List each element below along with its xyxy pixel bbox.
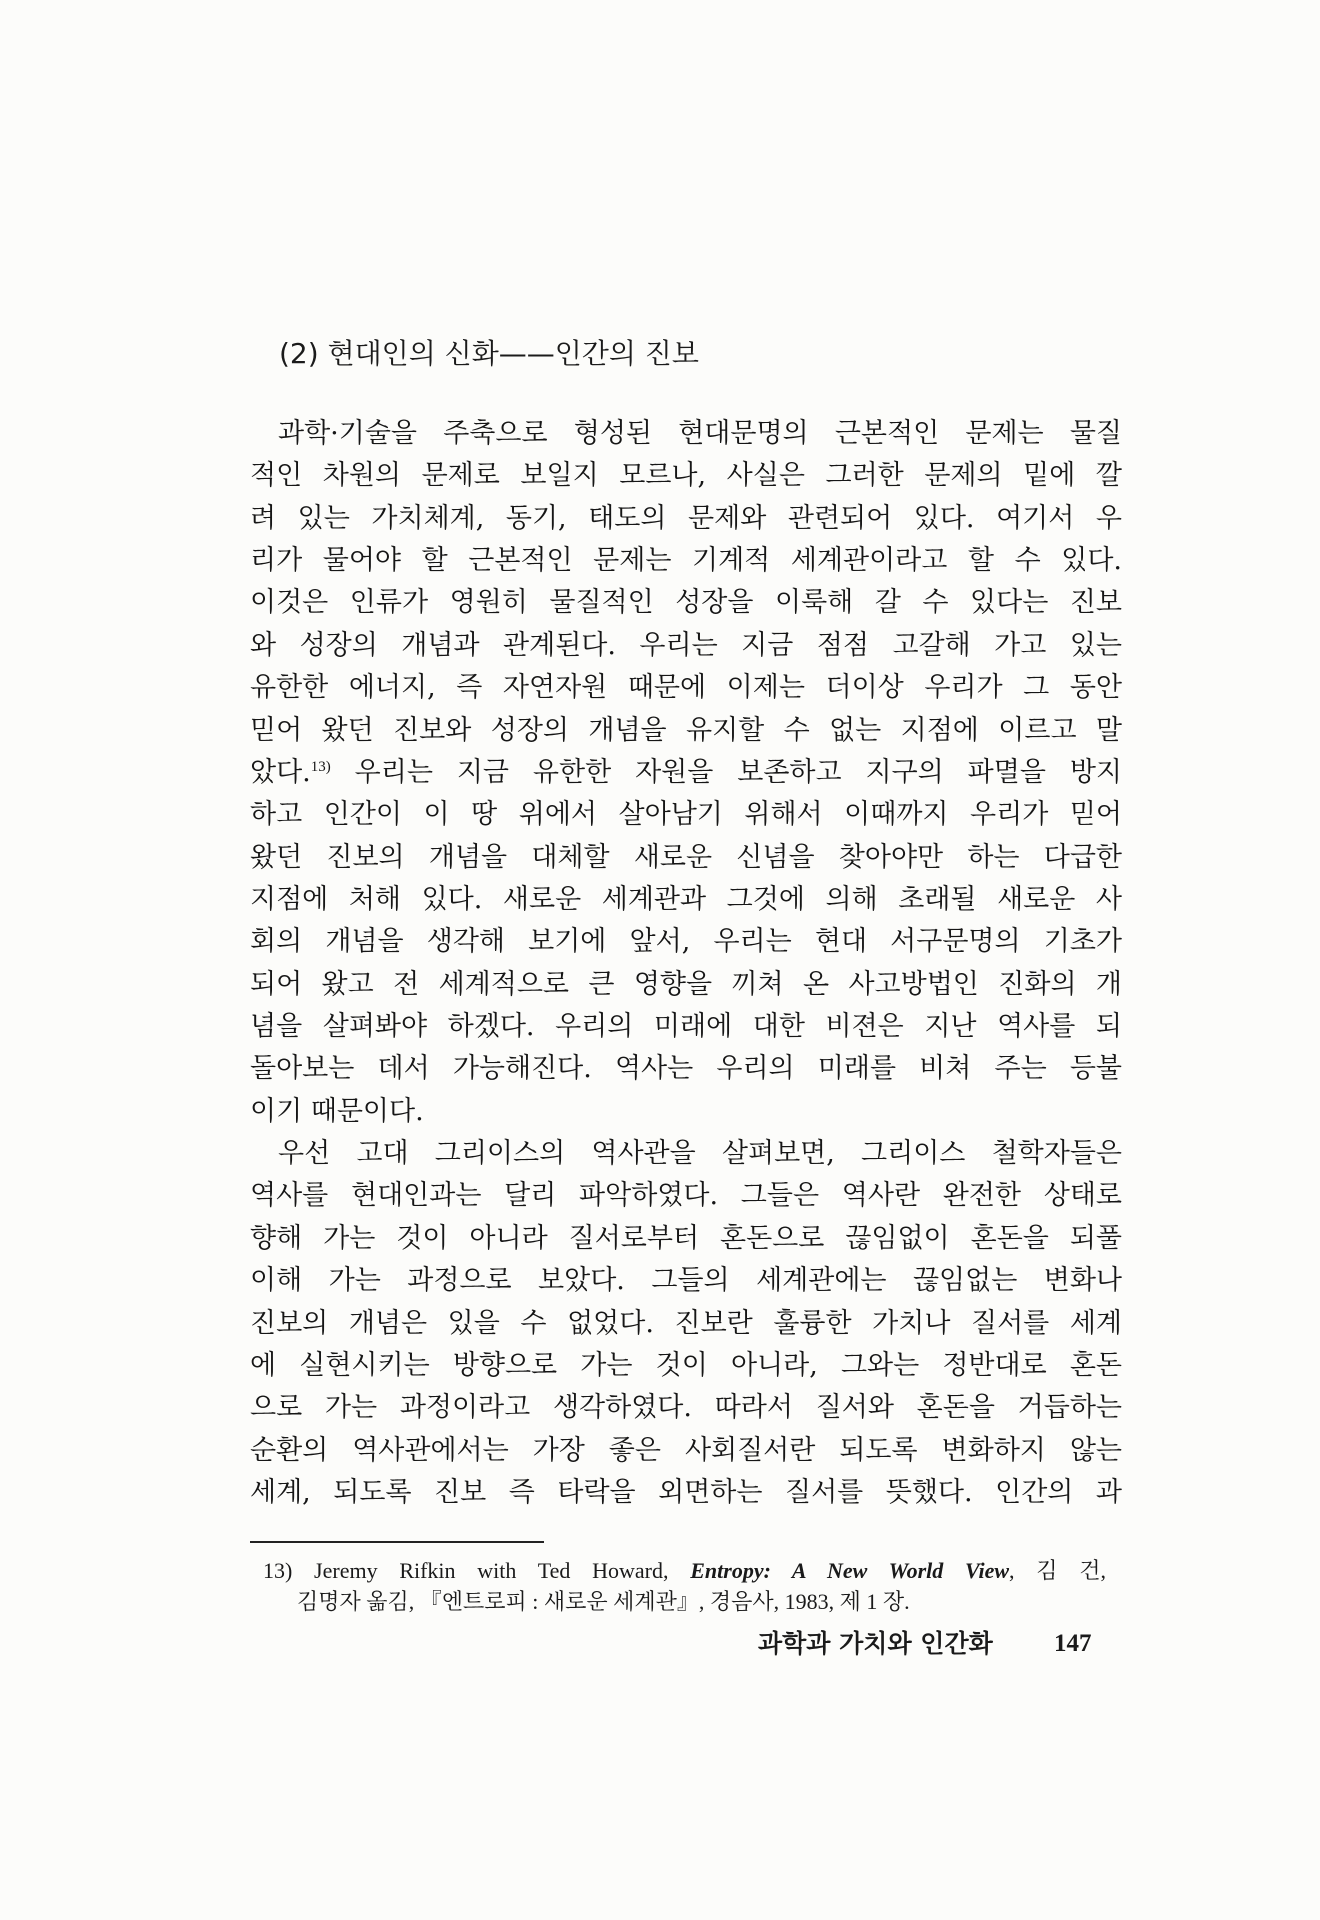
text-line: 지점에 처해 있다. 새로운 세계관과 그것에 의해 초래될 새로운 사 [250,883,1122,915]
text-line: 과학·기술을 주축으로 형성된 현대문명의 근본적인 문제는 물질 [278,418,1122,449]
page-number: 147 [1054,1630,1092,1657]
footnote-rule [250,1541,544,1543]
text-segment: 았다. [250,756,311,788]
body-text [250,413,1122,1514]
text-line: 려 있는 가치체계, 동기, 태도의 문제와 관련되어 있다. 여기서 우 [250,502,1122,534]
text-line: 되어 왔고 전 세계적으로 큰 영향을 끼쳐 온 사고방법인 진화의 개 [250,968,1122,1000]
text-line: 이것은 인류가 영원히 물질적인 성장을 이룩해 갈 수 있다는 진보 [250,587,1122,619]
text-line: 적인 차원의 문제로 보일지 모르나, 사실은 그러한 문제의 밑에 깔 [250,460,1122,492]
text-line [250,752,1122,794]
footnote-title: Entropy: A New World View [690,1558,1010,1583]
text-line: 리가 물어야 할 근본적인 문제는 기계적 세계관이라고 할 수 있다. [250,545,1122,577]
text-line: 으로 가는 과정이라고 생각하였다. 따라서 질서와 혼돈을 거듭하는 [250,1392,1122,1424]
footnote-line: 김명자 옮김, 『엔트로피 : 새로운 세계관』, 경음사, 1983, 제 1 장. [297,1589,910,1614]
text-line: 념을 살펴봐야 하겠다. 우리의 미래에 대한 비젼은 지난 역사를 되 [250,1011,1122,1043]
footnote-translator: , 김 건, [1009,1558,1106,1583]
text-line: 돌아보는 데서 가능해진다. 역사는 우리의 미래를 비쳐 주는 등불 [250,1053,1122,1085]
text-line: 이기 때문이다. [250,1095,424,1127]
text-line: 진보의 개념은 있을 수 없었다. 진보란 훌륭한 가치나 질서를 세계 [250,1307,1122,1339]
text-segment: 우리는 지금 유한한 자원을 보존하고 지구의 파멸을 방지 [330,756,1122,788]
text-line: 믿어 왔던 진보와 성장의 개념을 유지할 수 없는 지점에 이르고 말 [250,714,1122,746]
text-line: 순환의 역사관에서는 가장 좋은 사회질서란 되도록 변화하지 않는 [250,1434,1122,1466]
text-line: 이해 가는 과정으로 보았다. 그들의 세계관에는 끊임없는 변화나 [250,1265,1122,1297]
footnote [263,1555,1106,1617]
text-line: 유한한 에너지, 즉 자연자원 때문에 이제는 더이상 우리가 그 동안 [250,672,1122,704]
footnote-line [263,1555,1106,1586]
text-line: 역사를 현대인과는 달리 파악하였다. 그들은 역사란 완전한 상태로 [250,1180,1122,1212]
text-line: 세계, 되도록 진보 즉 타락을 외면하는 질서를 뜻했다. 인간의 과 [250,1476,1122,1508]
footnote-authors: Jeremy Rifkin with Ted Howard, [292,1558,691,1583]
footnote-marker: 13) [263,1558,293,1583]
text-line: 하고 인간이 이 땅 위에서 살아남기 위해서 이때까지 우리가 믿어 [250,799,1122,831]
footnote-ref[interactable]: 13) [310,758,331,775]
text-line: 우선 고대 그리이스의 역사관을 살펴보면, 그리이스 철학자들은 [278,1138,1122,1170]
text-line: 향해 가는 것이 아니라 질서로부터 혼돈으로 끊임없이 혼돈을 되풀 [250,1222,1122,1254]
running-title: 과학과 가치와 인간화 [758,1629,993,1658]
text-line: 에 실현시키는 방향으로 가는 것이 아니라, 그와는 정반대로 혼돈 [250,1349,1122,1381]
text-line: 회의 개념을 생각해 보기에 앞서, 우리는 현대 서구문명의 기초가 [250,926,1122,958]
text-line: 와 성장의 개념과 관계된다. 우리는 지금 점점 고갈해 가고 있는 [250,629,1122,661]
section-heading: (2) 현대인의 신화——인간의 진보 [279,337,699,370]
text-line: 왔던 진보의 개념을 대체할 새로운 신념을 찾아야만 하는 다급한 [250,841,1122,873]
